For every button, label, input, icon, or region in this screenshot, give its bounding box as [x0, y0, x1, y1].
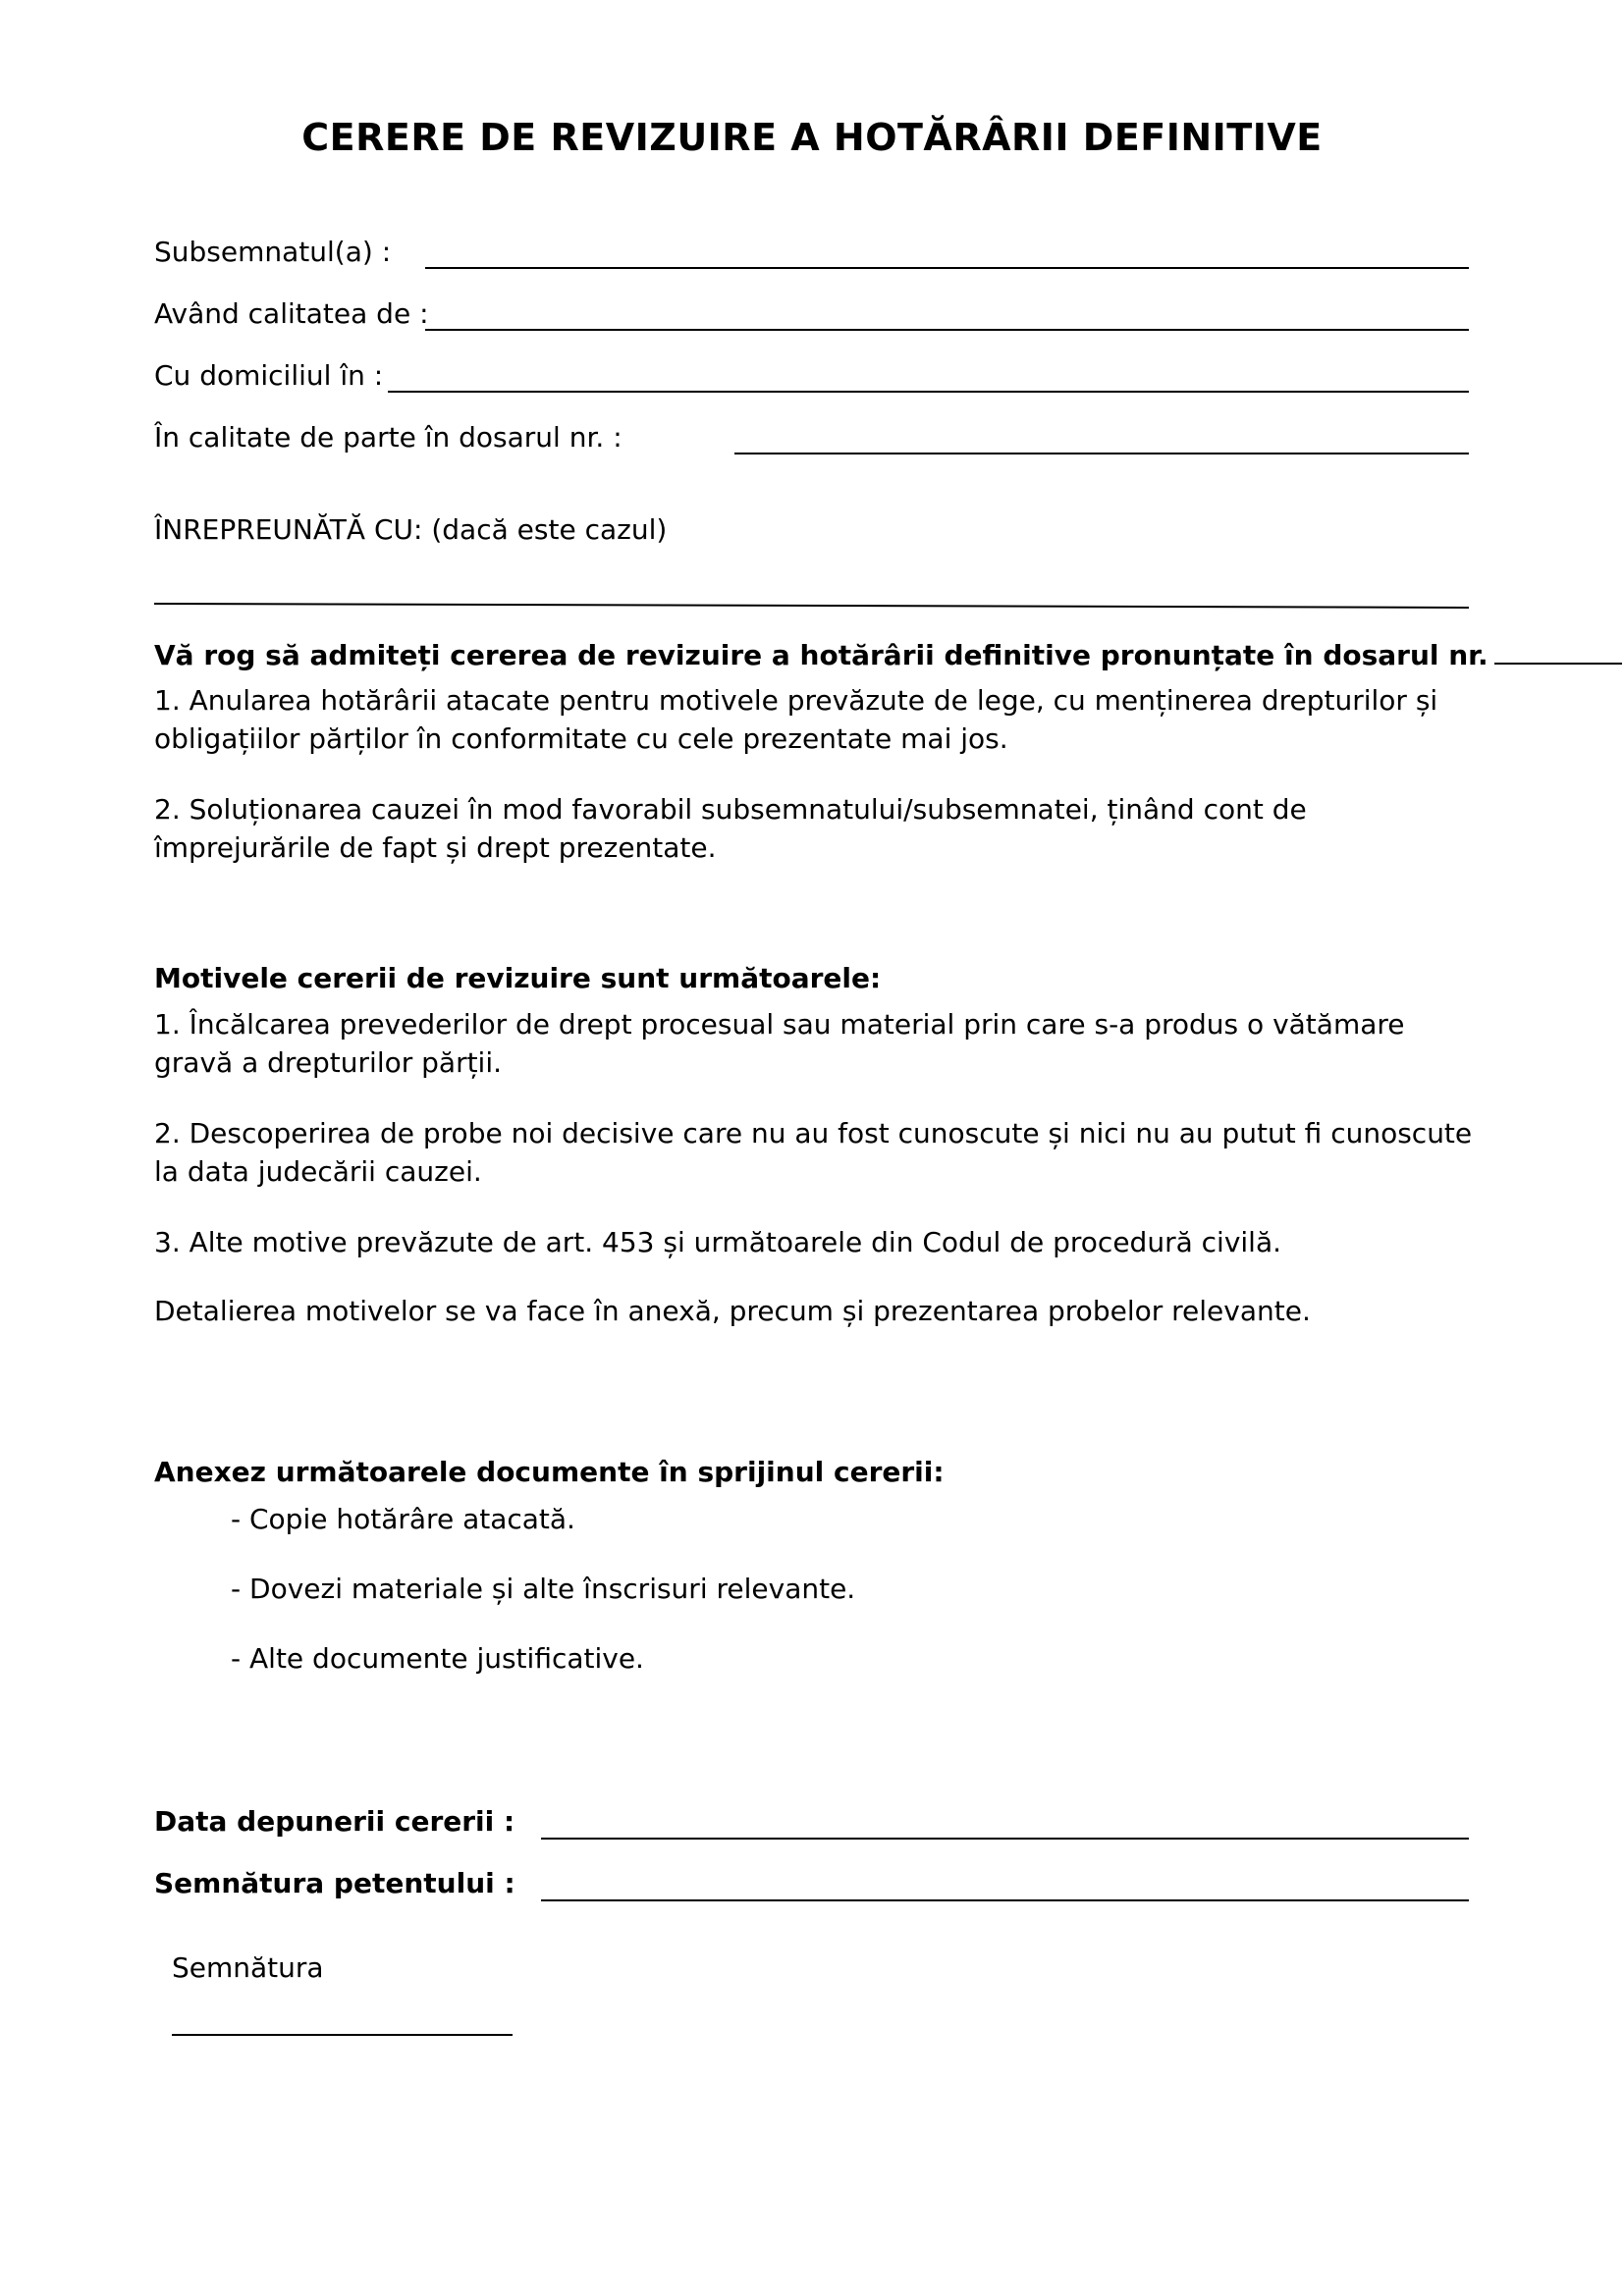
document-title: CERERE DE REVIZUIRE A HOTĂRÂRII DEFINITIVE	[301, 116, 1323, 159]
request-item-2: 2. Soluționarea cauzei în mod favorabil subsemnatului/subsemnatei, ținând cont de împrejurările de fapt și drept prezentate.	[154, 793, 1307, 864]
signature-label: Semnătura	[172, 1951, 324, 1984]
date-field[interactable]	[541, 1838, 1469, 1840]
request-item-1: 1. Anularea hotărârii atacate pentru motivele prevăzute de lege, cu menținerea drepturilor și obligațiilor părților în conformitate cu cele prezentate mai jos.	[154, 684, 1438, 755]
signature-field[interactable]	[172, 2034, 513, 2036]
capacity-label: Având calitatea de :	[154, 297, 429, 330]
motives-detail-note: Detalierea motivelor se va face în anexă, precum și prezentarea probelor relevante.	[154, 1295, 1311, 1327]
domicile-field[interactable]	[388, 391, 1469, 393]
request-case-number-field[interactable]	[1494, 643, 1622, 665]
motive-item-1: 1. Încălcarea prevederilor de drept procesual sau material prin care s-a produs o vătămare gravă a drepturilor părții.	[154, 1008, 1405, 1079]
case-number-field[interactable]	[734, 453, 1469, 454]
date-label: Data depunerii cererii :	[154, 1805, 515, 1838]
annexes-heading: Anexez următoarele documente în sprijinul cererii:	[154, 1456, 945, 1488]
motives-heading: Motivele cererii de revizuire sunt următoarele:	[154, 962, 882, 994]
case-party-label: În calitate de parte în dosarul nr. :	[154, 421, 623, 454]
petitioner-signature-field[interactable]	[541, 1899, 1469, 1901]
motive-item-3: 3. Alte motive prevăzute de art. 453 și următoarele din Codul de procedură civilă.	[154, 1226, 1281, 1258]
motive-item-2: 2. Descoperirea de probe noi decisive care nu au fost cunoscute și nici nu au putut fi cunoscute la data judecării cauzei.	[154, 1117, 1473, 1188]
capacity-field[interactable]	[425, 329, 1469, 331]
annex-item-1: - Copie hotărâre atacată.	[231, 1503, 575, 1535]
request-heading-text: Vă rog să admiteți cererea de revizuire a hotărârii definitive pronunțate în dosarul nr.	[154, 639, 1489, 671]
applicant-field[interactable]	[425, 267, 1469, 269]
petitioner-signature-label: Semnătura petentului :	[154, 1867, 515, 1899]
request-heading	[154, 639, 1622, 671]
together-with-field[interactable]	[154, 603, 1469, 609]
domicile-label: Cu domiciliul în :	[154, 359, 384, 392]
applicant-label: Subsemnatul(a) :	[154, 236, 392, 268]
annex-item-3: - Alte documente justificative.	[231, 1642, 644, 1675]
annex-item-2: - Dovezi materiale și alte înscrisuri relevante.	[231, 1573, 856, 1605]
together-with-label: ÎNREPREUNĂTĂ CU: (dacă este cazul)	[154, 513, 668, 546]
